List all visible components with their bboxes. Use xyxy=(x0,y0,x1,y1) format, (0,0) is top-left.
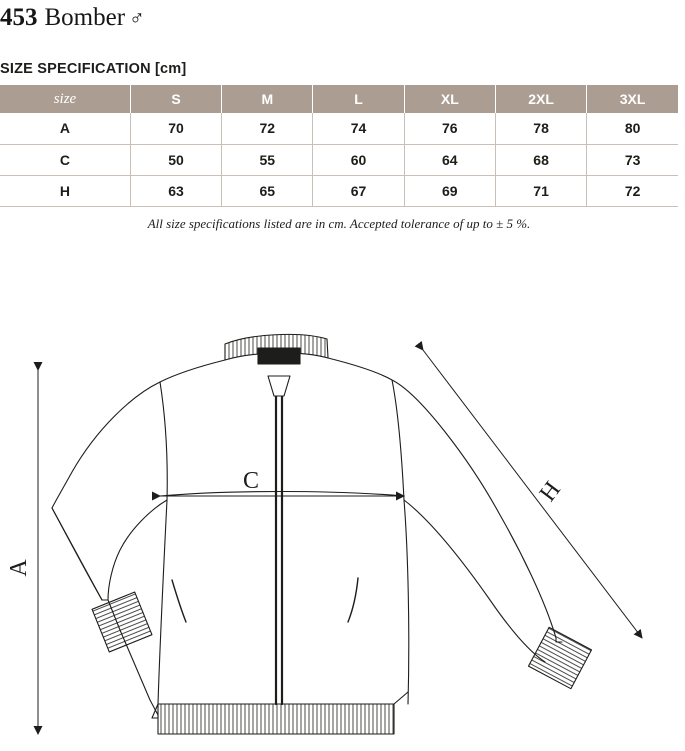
jacket-outline xyxy=(52,334,592,734)
cell-h-2xl: 71 xyxy=(495,175,586,206)
column-header-l: L xyxy=(313,85,404,113)
cell-h-s: 63 xyxy=(130,175,221,206)
cell-c-l: 60 xyxy=(313,144,404,175)
front-left-edge xyxy=(158,382,167,704)
product-name: Bomber xyxy=(44,4,126,31)
column-header-xl: XL xyxy=(404,85,495,113)
gender-male-icon: ♂ xyxy=(129,6,145,30)
hem-rib xyxy=(158,704,394,734)
table-row xyxy=(0,175,678,206)
cell-c-3xl: 73 xyxy=(587,144,678,175)
jacket-diagram-svg xyxy=(0,300,685,751)
table-header-row xyxy=(0,85,678,113)
front-right-edge xyxy=(392,380,409,704)
cell-h-xl: 69 xyxy=(404,175,495,206)
dimension-h-arrow xyxy=(423,350,642,638)
product-code: 453 xyxy=(0,4,38,31)
row-label-h: H xyxy=(0,175,130,206)
table-body xyxy=(0,113,678,206)
collar-label xyxy=(258,348,300,364)
tolerance-note: All size specifications listed are in cm. Accepted tolerance of up to ± 5 %. xyxy=(147,216,531,231)
dimension-a xyxy=(30,370,235,734)
table-row xyxy=(0,144,678,175)
right-cuff-rib xyxy=(528,627,591,688)
cell-a-xl: 76 xyxy=(404,113,495,144)
table-header xyxy=(0,85,678,113)
cell-c-xl: 64 xyxy=(404,144,495,175)
dimension-a-label: A xyxy=(6,559,32,577)
column-header-3xl: 3XL xyxy=(587,85,678,113)
dimension-c-label: C xyxy=(242,468,260,494)
cell-h-l: 67 xyxy=(313,175,404,206)
cell-a-s: 70 xyxy=(130,113,221,144)
cell-c-m: 55 xyxy=(222,144,313,175)
left-body-outline xyxy=(52,360,225,718)
pocket-right xyxy=(348,578,358,622)
cell-a-m: 72 xyxy=(222,113,313,144)
dimension-h xyxy=(423,350,642,638)
cell-c-2xl: 68 xyxy=(495,144,586,175)
right-sleeve-outline xyxy=(328,358,562,642)
size-specification-table xyxy=(0,85,678,207)
column-header-m: M xyxy=(222,85,313,113)
cell-a-3xl: 80 xyxy=(587,113,678,144)
cell-a-l: 74 xyxy=(313,113,404,144)
pocket-left xyxy=(172,580,186,622)
left-cuff-rib xyxy=(92,592,152,652)
left-sleeve-under xyxy=(52,508,102,600)
row-label-c: C xyxy=(0,144,130,175)
zipper-pull xyxy=(268,376,290,396)
cell-c-s: 50 xyxy=(130,144,221,175)
table-row xyxy=(0,113,678,144)
right-sleeve-inner xyxy=(404,500,545,662)
section-heading: SIZE SPECIFICATION [cm] xyxy=(0,61,187,77)
left-sleeve-inner xyxy=(108,500,167,600)
column-header-s: S xyxy=(130,85,221,113)
garment-technical-drawing xyxy=(0,300,685,751)
page-title xyxy=(0,4,145,32)
cell-h-3xl: 72 xyxy=(587,175,678,206)
cell-a-2xl: 78 xyxy=(495,113,586,144)
row-label-a: A xyxy=(0,113,130,144)
column-header-2xl: 2XL xyxy=(495,85,586,113)
column-header-size: size xyxy=(0,85,130,113)
dimension-h-label: H xyxy=(534,477,567,507)
cell-h-m: 65 xyxy=(222,175,313,206)
